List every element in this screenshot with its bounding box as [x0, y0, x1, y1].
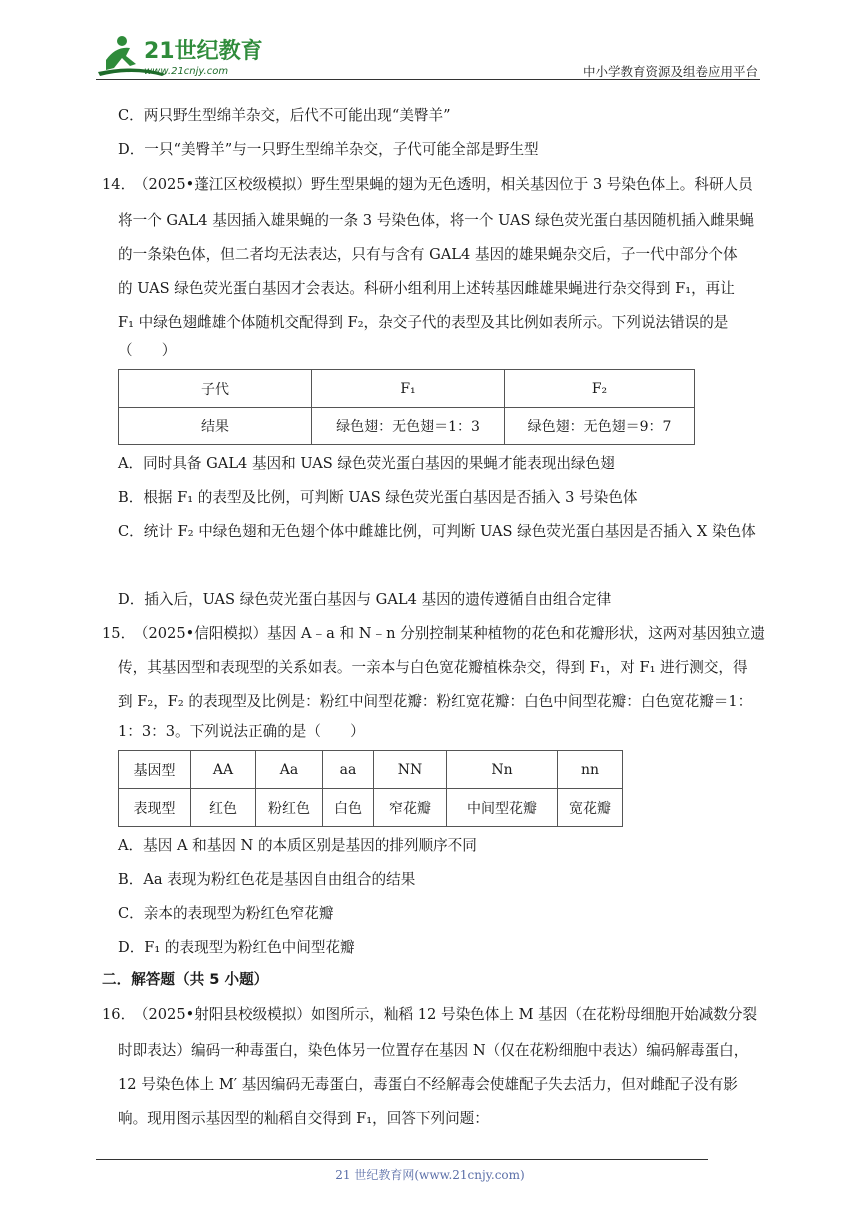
- table-cell: 红色: [191, 789, 256, 827]
- section-heading: 二．解答题（共 5 小题）: [102, 971, 269, 988]
- q15-option-b: B．Aa 表现为粉红色花是基因自由组合的结果: [118, 871, 416, 888]
- table-row: [119, 751, 623, 789]
- q16-stem-line-3: 12 号染色体上 M′ 基因编码无毒蛋白，毒蛋白不经解毒会使雄配子失去活力，但对雌配子没有影: [118, 1076, 738, 1093]
- header-divider: [96, 79, 760, 80]
- q15-text-1: （2025•信阳模拟）基因 A﹣a 和 N﹣n 分别控制某种植物的花色和花瓣形状，这两对基因独立遗: [141, 625, 765, 642]
- table-cell: AA: [191, 751, 256, 789]
- q14-stem-line-4: 的 UAS 绿色荧光蛋白基因才会表达。科研小组利用上述转基因雌雄果蝇进行杂交得到 F₁，再让: [118, 280, 735, 297]
- table-cell: 子代: [119, 370, 312, 408]
- q14-stem-line-3: 的一条染色体，但二者均无法表达，只有与含有 GAL4 基因的雄果蝇杂交后，子一代中部分个体: [118, 246, 738, 263]
- table-cell: 绿色翅：无色翅＝9：7: [505, 408, 695, 445]
- q14-option-d: D．插入后，UAS 绿色荧光蛋白基因与 GAL4 基因的遗传遵循自由组合定律: [118, 591, 612, 608]
- table-row: [119, 370, 695, 408]
- table-cell: nn: [558, 751, 623, 789]
- svg-text:www.21cnjy.com: www.21cnjy.com: [144, 66, 229, 77]
- q14-option-b: B．根据 F₁ 的表型及比例，可判断 UAS 绿色荧光蛋白基因是否插入 3 号染色体: [118, 489, 638, 506]
- table-cell: Aa: [256, 751, 323, 789]
- table-row: [119, 789, 623, 827]
- table-cell: 宽花瓣: [558, 789, 623, 827]
- q15-stem-line-3: 到 F₂，F₂ 的表现型及比例是：粉红中间型花瓣：粉红宽花瓣：白色中间型花瓣：白色宽花瓣＝1：: [118, 693, 753, 710]
- q15-option-a: A．基因 A 和基因 N 的本质区别是基因的排列顺序不同: [118, 837, 477, 854]
- table-cell: 窄花瓣: [374, 789, 447, 827]
- q15-stem-line-4: 1：3：3。下列说法正确的是（ ）: [118, 723, 365, 740]
- q15-option-d: D．F₁ 的表现型为粉红色中间型花瓣: [118, 939, 355, 956]
- q14-stem-line-1: [102, 175, 753, 195]
- q13-option-c: C．两只野生型绵羊杂交，后代不可能出现“美臀羊”: [118, 107, 451, 124]
- footer-divider: [96, 1159, 708, 1160]
- site-logo: [96, 34, 266, 80]
- table-cell: F₂: [505, 370, 695, 408]
- q16-stem-line-4: 响。现用图示基因型的籼稻自交得到 F₁，回答下列问题：: [118, 1110, 489, 1127]
- q15-stem-line-2: 传，其基因型和表现型的关系如表。一亲本与白色宽花瓣植株杂交，得到 F₁，对 F₁ 进行测交，得: [118, 659, 748, 676]
- table-cell: F₁: [312, 370, 505, 408]
- table-cell: 中间型花瓣: [447, 789, 558, 827]
- table-cell: 结果: [119, 408, 312, 445]
- table-cell: 粉红色: [256, 789, 323, 827]
- q15-genotype-table: [118, 750, 623, 827]
- platform-name: 中小学教育资源及组卷应用平台: [582, 64, 758, 79]
- svg-text:21世纪教育: 21世纪教育: [144, 39, 263, 64]
- q14-option-c: C．统计 F₂ 中绿色翅和无色翅个体中雌雄比例，可判断 UAS 绿色荧光蛋白基因是否插入 X 染色体: [118, 523, 756, 540]
- table-cell: aa: [323, 751, 374, 789]
- q16-stem-line-1: [102, 1005, 757, 1025]
- table-cell: 基因型: [119, 751, 191, 789]
- q14-text-1: （2025•蓬江区校级模拟）野生型果蝇的翅为无色透明，相关基因位于 3 号染色体上。科研人员: [141, 176, 753, 193]
- q14-result-table: [118, 369, 695, 445]
- q15-stem-line-1: [102, 624, 765, 644]
- q16-stem-line-2: 时即表达）编码一种毒蛋白，染色体另一位置存在基因 N（仅在花粉细胞中表达）编码解毒蛋白，: [118, 1042, 749, 1059]
- table-cell: 表现型: [119, 789, 191, 827]
- q14-answer-bracket: （ ）: [118, 342, 177, 359]
- q15-number: 15．: [102, 625, 136, 642]
- table-cell: 绿色翅：无色翅＝1：3: [312, 408, 505, 445]
- q14-number: 14．: [102, 176, 136, 193]
- q14-stem-line-2: 将一个 GAL4 基因插入雄果蝇的一条 3 号染色体，将一个 UAS 绿色荧光蛋白基因随机插入雌果蝇: [118, 212, 755, 229]
- q14-option-a: A．同时具备 GAL4 基因和 UAS 绿色荧光蛋白基因的果蝇才能表现出绿色翅: [118, 455, 615, 472]
- q15-option-c: C．亲本的表现型为粉红色窄花瓣: [118, 905, 334, 922]
- table-cell: Nn: [447, 751, 558, 789]
- table-cell: 白色: [323, 789, 374, 827]
- q16-text-1: （2025•射阳县校级模拟）如图所示，籼稻 12 号染色体上 M 基因（在花粉母细胞开始减数分裂: [141, 1006, 758, 1023]
- q13-option-d: D．一只“美臀羊”与一只野生型绵羊杂交，子代可能全部是野生型: [118, 141, 539, 158]
- page-footer: 21 世纪教育网(www.21cnjy.com): [335, 1168, 525, 1182]
- table-cell: NN: [374, 751, 447, 789]
- q14-stem-line-5: F₁ 中绿色翅雌雄个体随机交配得到 F₂，杂交子代的表型及其比例如表所示。下列说法错误的是: [118, 314, 729, 331]
- page-header: [96, 34, 760, 80]
- table-row: [119, 408, 695, 445]
- q16-number: 16．: [102, 1006, 136, 1023]
